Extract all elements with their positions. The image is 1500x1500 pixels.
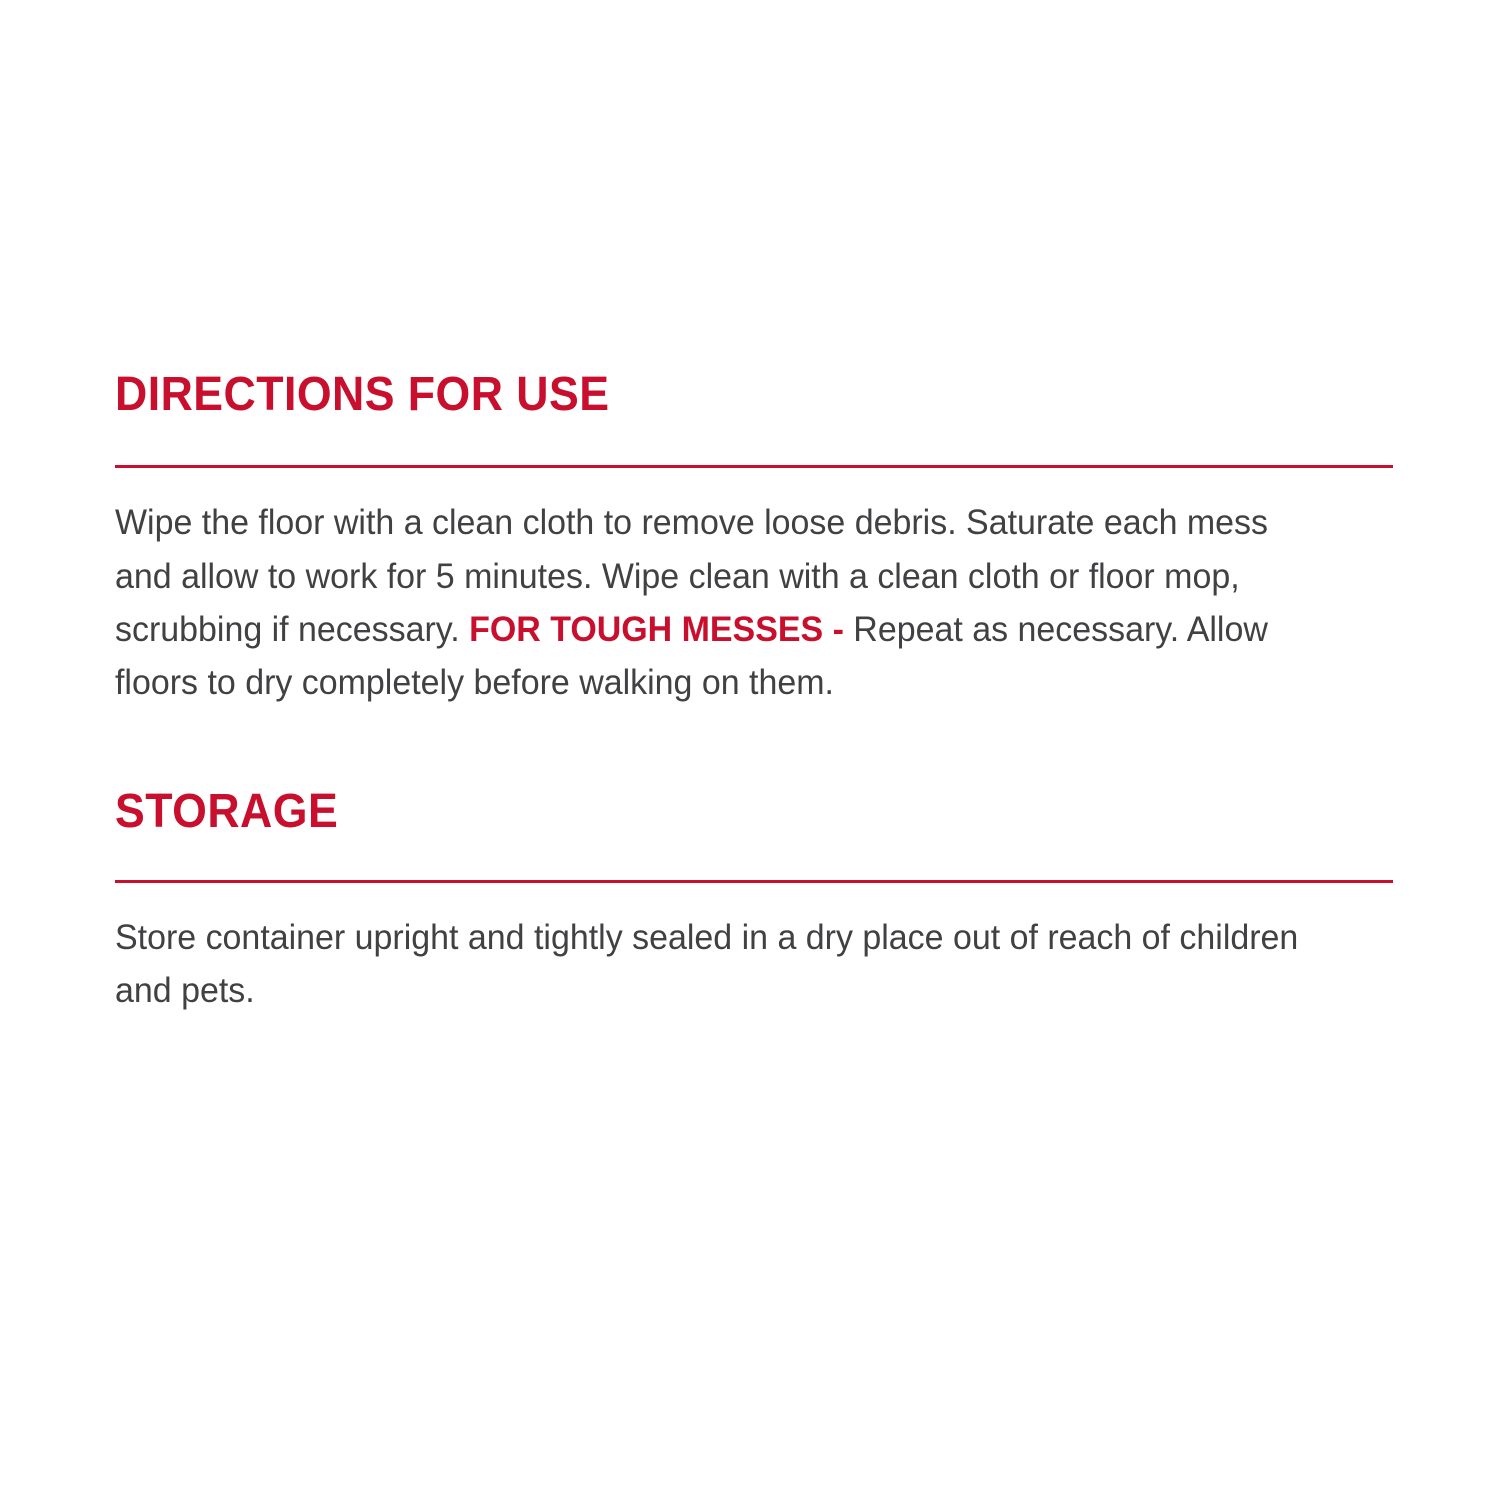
storage-heading: STORAGE xyxy=(115,785,339,839)
content-area xyxy=(115,370,1395,1017)
directions-for-use-heading: DIRECTIONS FOR USE xyxy=(115,368,610,421)
directions-body-part1: Wipe the floor with a clean cloth to remove loose debris. Saturate each mess and allow to work for 5 minutes. Wipe clean with a clean cloth or floor mop, scrubbing if necessary. xyxy=(115,503,1268,649)
directions-body xyxy=(115,468,1298,709)
directions-body-part2: Repeat as necessary. Allow floors to dry completely before walking on them. xyxy=(115,609,1268,702)
storage-body: Store container upright and tightly sealed in a dry place out of reach of children and pets. xyxy=(115,917,1299,1010)
section-spacer xyxy=(115,709,1395,787)
directions-body-emphasis: FOR TOUGH MESSES - xyxy=(469,609,844,649)
